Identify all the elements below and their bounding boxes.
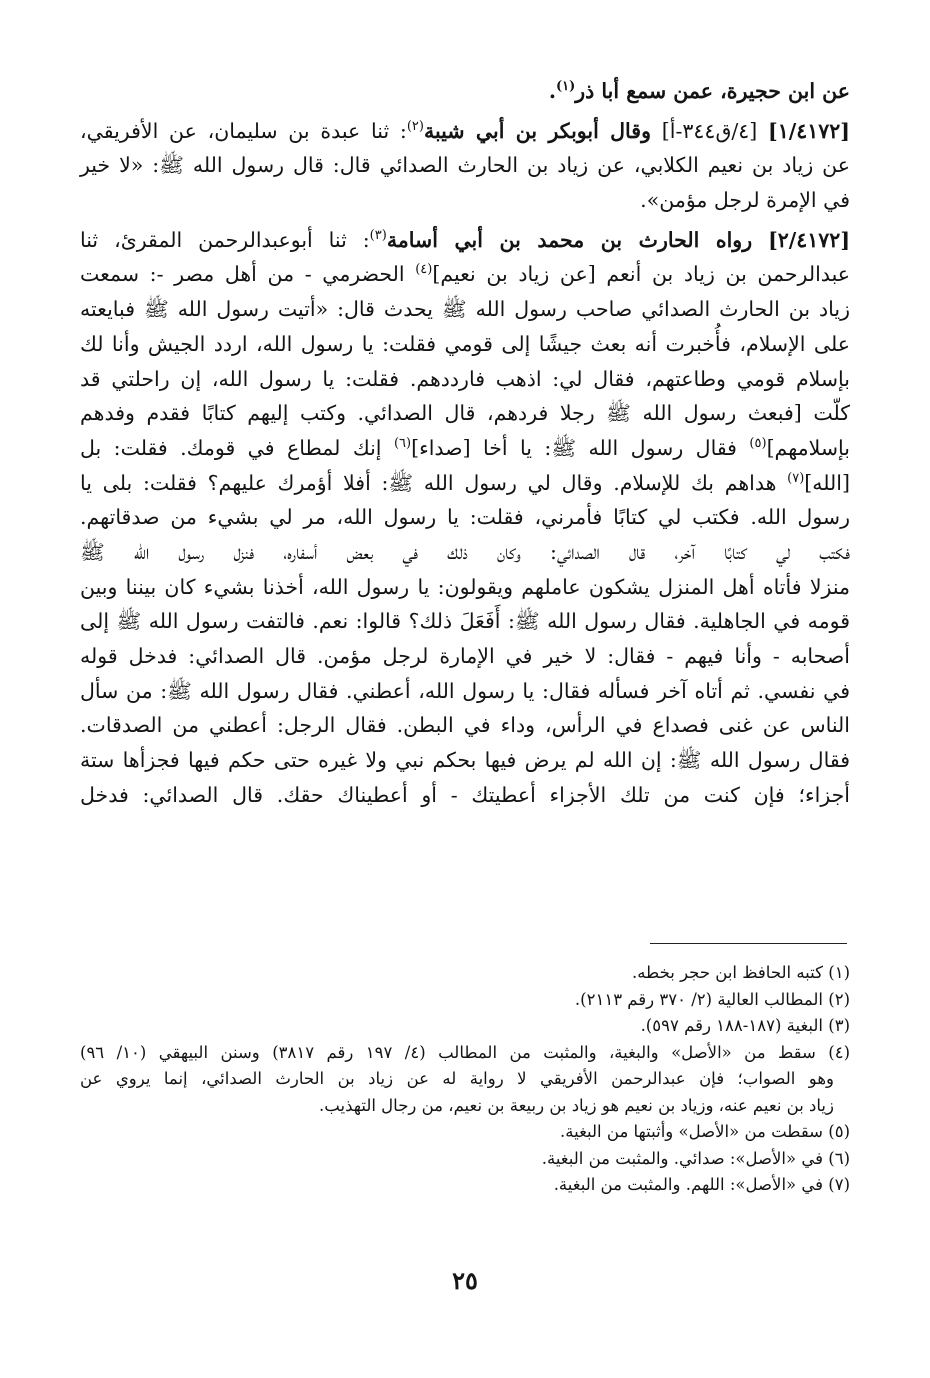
footnote: (٢) المطالب العالية (٢/ ٣٧٠ رقم ٢١١٣).: [574, 989, 850, 1009]
text-line: أصحابه - وأنا فيهم - فقال: لا خير في الإمارة لرجل مؤمن. قال الصدائي: فدخل قوله: [80, 644, 850, 668]
text-line: [80, 257, 850, 292]
line-text: هداهم بك للإسلام. وقال لي رسول الله ﷺ: أفلا أؤمرك عليهم؟ فقلت: بلى يا: [80, 470, 788, 495]
text-line: رسول الله. فكتب لي كتابًا فأمرني، فقلت: يا رسول الله، مر لي بشيء من صدقاتهم.: [80, 505, 850, 530]
footnote: (٦) في «الأصل»: صدائي. والمثبت من البغية.: [541, 1148, 850, 1168]
text-line: في الإمرة لرجل مؤمن».: [640, 188, 850, 213]
footnote-continuation: زياد بن نعيم عنه، وزياد بن نعيم هو زياد بن ربيعة بن نعيم، من رجال التهذيب.: [319, 1095, 834, 1115]
text-line: [80, 466, 850, 501]
text-line: [80, 114, 850, 149]
text-line: في نفسي. ثم أتاه آخر فسأله فقال: يا رسول الله، أعطني. فقال رسول الله ﷺ: من سأل: [80, 678, 850, 703]
text-line: بإسلام قومي وطاعتهم، فقال لي: اذهب فارددهم. فقلت: يا رسول الله، إن راحلتي قد: [80, 366, 850, 391]
text-line: [80, 74, 850, 109]
text-line: كلّت [فبعث رسول الله ﷺ رجلا فردهم، قال الصدائي. وكتب إليهم كتابًا فقدم وفدهم: [80, 401, 850, 426]
line-text: إنك لمطاع في قومك. فقلت: بل: [80, 435, 394, 460]
punctuation: .: [548, 79, 556, 103]
narrator-lead: وقال أبوبكر بن أبي شيبة: [423, 118, 651, 143]
text-line: [80, 431, 850, 466]
line-text: عبدالرحمن بن زياد بن أنعم [عن زياد بن نعيم]: [432, 262, 850, 287]
text-line: منزلا فأتاه أهل المنزل يشكون عاملهم ويقولون: يا رسول الله، أخذنا بشيء كان بيننا وبين: [80, 574, 850, 599]
text-line: عن زياد بن نعيم الكلابي، عن زياد بن الحارث الصدائي قال: قال رسول الله ﷺ: «لا خير: [80, 153, 850, 178]
line-text: الحضرمي - من أهل مصر -: سمعت: [80, 262, 416, 287]
text-line: فكتب لي كتابًا آخر، قال الصدائي: وكان ذلك في بعض أسفاره، فنزل رسول الله ﷺ: [80, 539, 850, 564]
footnote-ref: (٢): [406, 118, 424, 134]
footnote-continuation: وهو الصواب؛ فإن عبدالرحمن الأفريقي لا رواية له عن زياد بن الحارث الصدائي، إنما يروي عن: [80, 1069, 834, 1088]
text-line: أجزاء؛ فإن كنت من تلك الأجزاء أعطيتك - أو أعطيناك حقك. قال الصدائي: فدخل: [80, 782, 850, 807]
page-number: ٢٥: [452, 1266, 478, 1295]
footnote: (٧) في «الأصل»: اللهم. والمثبت من البغية.: [553, 1175, 850, 1194]
footnote-ref: (١): [555, 79, 576, 95]
manuscript-ref: [٤/ق٣٤٤-أ]: [661, 118, 758, 143]
hadith-number: [٢/٤١٧٢]: [768, 227, 851, 252]
footnote-ref: (٣): [369, 227, 387, 243]
opening-line: عن ابن حجيرة، عمن سمع أبا ذر: [575, 79, 850, 103]
footnotes: [80, 960, 850, 1199]
footnote: (٤) سقط من «الأصل» والبغية، والمثبت من المطالب (٤/ ١٩٧ رقم ٣٨١٧) وسنن البيهقي (١٠/ ٩٦): [80, 1042, 851, 1062]
footnote: (٥) سقطت من «الأصل» وأثبتها من البغية.: [560, 1122, 850, 1141]
text-line: فقال رسول الله ﷺ: إن الله لم يرض فيها بحكم نبي ولا غيره حتى حكم فيها فجزأها ستة: [80, 748, 850, 773]
text-line: قومه في الجاهلية. فقال رسول الله ﷺ: أَفَعَلَ ذلك؟ قالوا: نعم. فالتفت رسول الله ﷺ إلى: [80, 609, 850, 634]
narrator-lead: رواه الحارث بن محمد بن أبي أسامة: [386, 227, 753, 252]
line-text: بإسلامهم]: [766, 435, 850, 460]
text-line: على الإسلام، فأُخبرت أنه بعث جيشًا إلى قومي فقلت: يا رسول الله، اردد الجيش وأنا لك: [80, 331, 850, 356]
footnote: (٣) البغية (١٨٧-١٨٨ رقم ٥٩٧).: [640, 1016, 850, 1035]
footnote: (١) كتبه الحافظ ابن حجر بخطه.: [631, 963, 850, 982]
footnote-ref: (٧): [787, 470, 805, 486]
footnote-ref: (٥): [749, 436, 767, 452]
footnote-ref: (٤): [415, 262, 433, 278]
hadith-number: [١/٤١٧٢]: [768, 118, 850, 143]
line-text: : ثنا عبدة بن سليمان، عن الأفريقي،: [80, 118, 407, 143]
footnote-ref: (٦): [393, 436, 412, 452]
line-text: : ثنا أبوعبدالرحمن المقرئ، ثنا: [80, 227, 370, 252]
line-text: [الله]: [804, 470, 850, 495]
text-line: زياد بن الحارث الصدائي صاحب رسول الله ﷺ يحدث قال: «أتيت رسول الله ﷺ فبايعته: [80, 297, 850, 322]
text-line: [80, 223, 850, 258]
text-line: الناس عن غنى فصداع في الرأس، وداء في البطن. فقال الرجل: أعطني من الصدقات.: [80, 713, 850, 738]
main-text: [80, 74, 850, 812]
line-text: فقال رسول الله ﷺ: يا أخا [صداء]: [411, 435, 750, 460]
footnote-separator: [650, 943, 847, 944]
